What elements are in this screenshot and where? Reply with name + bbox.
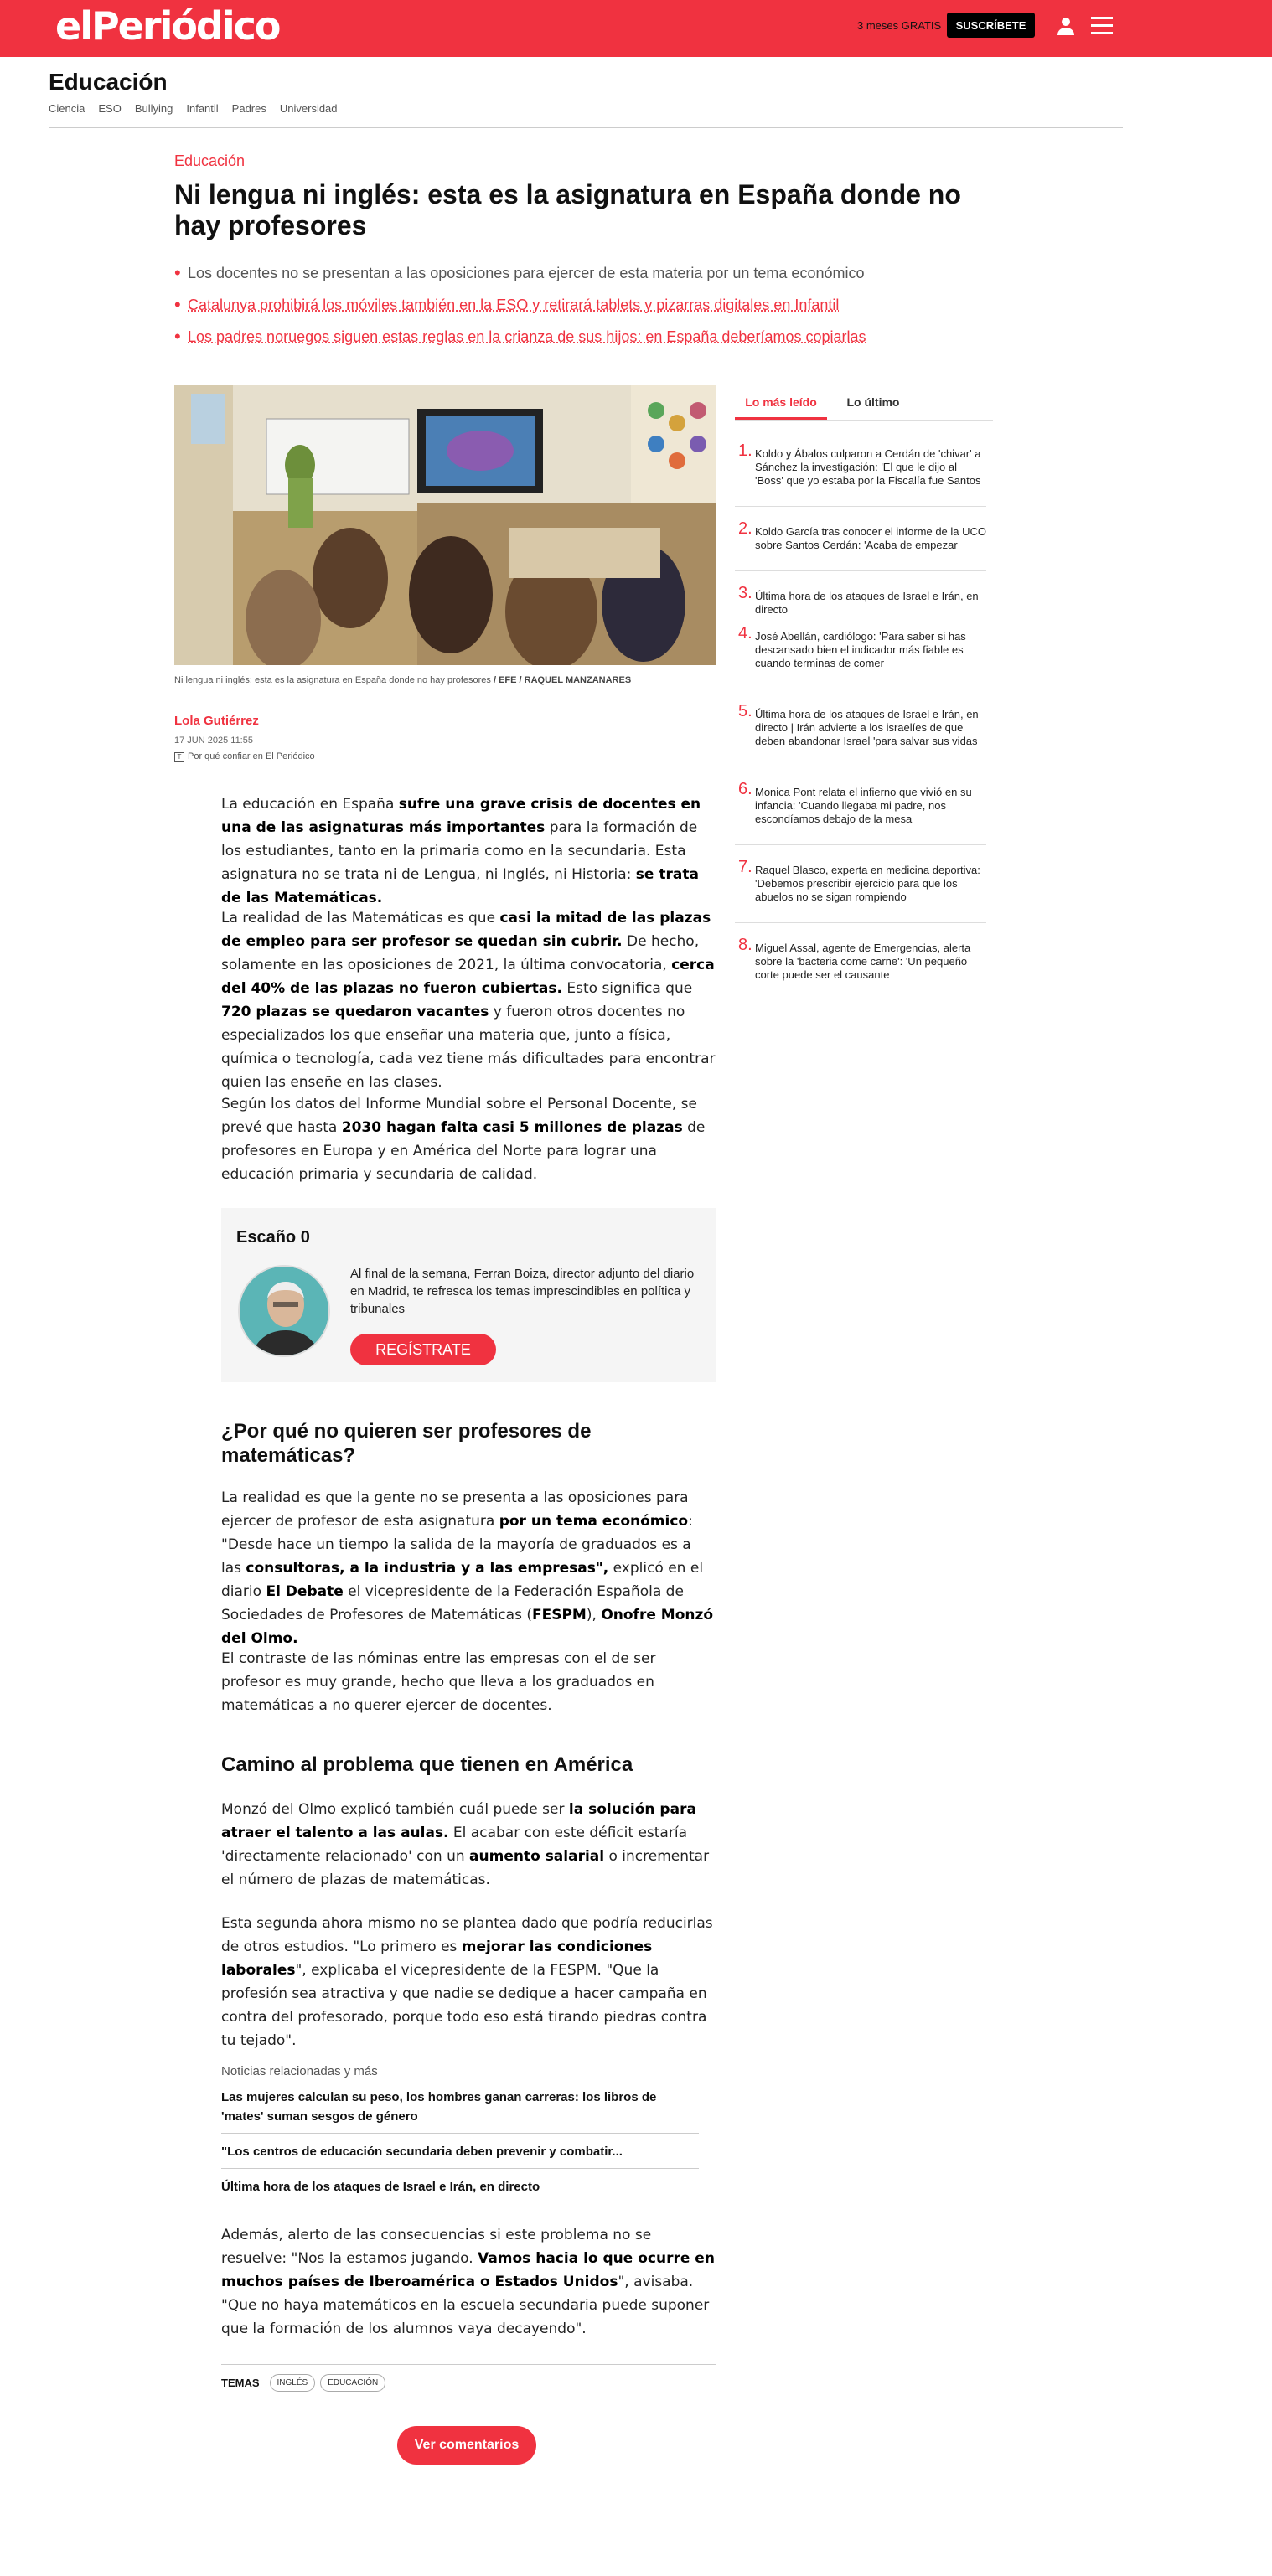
most-read-title[interactable]: Raquel Blasco, experta en medicina deportiva: 'Debemos prescribir ejercicio para que los abuelos no se sigan rompiendo (755, 864, 980, 903)
related-list (221, 2088, 699, 2212)
newsletter-box (221, 1208, 716, 1382)
newsletter-text: Al final de la semana, Ferran Boiza, director adjunto del diario en Madrid, te refresca los temas imprescindibles en política y tribunales (350, 1267, 695, 1316)
paragraph: El contraste de las nóminas entre las empresas con el de ser profesor es muy grande, hecho que lleva a los graduados en matemáticas a no querer ejercer de docentes. (221, 1650, 656, 1714)
topics (221, 2374, 390, 2392)
publish-date: 17 JUN 2025 11:55 (174, 736, 253, 746)
paragraph: Monzó del Olmo explicó también cuál puede ser la solución para atraer el talento a las aulas. El acabar con este déficit estaría 'directamente relacionado' con un aumento salarial o incrementar el número de plazas de matemáticas. (221, 1801, 710, 1888)
topic-tag[interactable]: EDUCACIÓN (320, 2374, 385, 2392)
divider (49, 127, 1123, 128)
view-comments-button[interactable]: Ver comentarios (397, 2426, 536, 2465)
section-nav-item[interactable]: Universidad (279, 102, 338, 115)
article-photo (174, 385, 716, 665)
most-read-list (735, 441, 987, 982)
summary-item: • Los docentes no se presentan a las oposiciones para ejercer de esta materia por un tema económico (174, 263, 912, 283)
section-nav-item[interactable]: Ciencia (49, 102, 85, 115)
related-link[interactable]: Las mujeres calculan su peso, los hombres ganan carreras: los libros de 'mates' suman sesgos de género (221, 2088, 699, 2134)
paragraph: La realidad es que la gente no se presenta a las oposiciones para ejercer de profesor de esta asignatura por un tema económico: "Desde hace un tiempo la salida de la mayoría de graduados es a las consultoras, a la industria y a las empresas", explicó en el diario El Debate el vicepresidente de la Federación Española de Sociedades de Profesores de Matemáticas (FESPM), Onofre Monzó del Olmo. (221, 1489, 714, 1647)
rank-number: 2. (738, 519, 752, 538)
most-read-title[interactable]: Miguel Assal, agente de Emergencias, alerta sobre la 'bacteria come carne': 'Un pequeño corte puede ser el causante (755, 942, 971, 981)
most-read-item[interactable] (735, 858, 986, 904)
paragraph: La educación en España sufre una grave crisis de docentes en una de las asignaturas más importantes para la formación de los estudiantes, tanto en la primaria como en la secundaria. Esta asignatura no se trata ni de Lengua, ni Inglés, ni Historia: se trata de las Matemáticas. (221, 796, 701, 906)
section-nav-item[interactable]: Padres (231, 102, 266, 115)
most-read-title[interactable]: Koldo y Ábalos culparon a Cerdán de 'chivar' a Sánchez la investigación: 'El que le dijo al 'Boss' que yo estaba por la Fiscalía fue Santos (755, 447, 981, 487)
most-read-title[interactable]: Última hora de los ataques de Israel e Irán, en directo | Irán advierte a los israelíes de que deben abandonar Israel 'para salvar sus vidas (755, 708, 979, 747)
paragraph: Además, alerto de las consecuencias si este problema no se resuelve: "Nos la estamos jugando. Vamos hacia lo que ocurre en muchos países de Iberoamérica o Estados Unidos", avisaba. "Que no haya matemáticos en la escuela secundaria puede suponer que la formación de los alumnos vaya decayendo". (221, 2227, 715, 2337)
topics-label: TEMAS (221, 2377, 260, 2389)
most-read-title[interactable]: Koldo García tras conocer el informe de la UCO sobre Santos Cerdán: 'Acaba de empezar (755, 525, 987, 551)
author-name[interactable]: Lola Gutiérrez (174, 714, 259, 728)
tab-latest[interactable]: Lo último (846, 395, 900, 409)
photo-caption: Ni lengua ni inglés: esta es la asignatura en España donde no hay profesores / EFE / RAQUEL MANZANARES (174, 675, 632, 685)
subscribe-button[interactable]: SUSCRÍBETE (947, 13, 1035, 38)
related-link[interactable]: Última hora de los ataques de Israel e Irán, en directo (221, 2180, 540, 2194)
sidebar-tabs (735, 387, 993, 421)
section-title[interactable]: Educación (49, 69, 168, 95)
most-read-item[interactable] (735, 441, 986, 488)
divider (221, 2364, 716, 2365)
rank-number: 7. (738, 858, 752, 876)
summary-link[interactable]: • Los padres noruegos siguen estas reglas en la crianza de sus hijos: en España deberíamos copiarlas (174, 327, 912, 347)
newsletter-title: Escaño 0 (236, 1228, 310, 1247)
trust-icon: T (174, 752, 184, 762)
menu-icon[interactable] (1091, 17, 1113, 35)
rank-number: 4. (738, 624, 752, 643)
summary-link[interactable]: • Catalunya prohibirá los móviles también en la ESO y retirará tablets y pizarras digitales en Infantil (174, 295, 912, 315)
site-logo[interactable]: elPeriódico (55, 3, 280, 49)
tab-most-read[interactable]: Lo más leído (735, 387, 827, 420)
article-title: Ni lengua ni inglés: esta es la asignatura en España donde no hay profesores (174, 179, 961, 240)
section-nav-item[interactable]: Infantil (186, 102, 219, 115)
user-icon[interactable] (1055, 15, 1077, 37)
most-read-title[interactable]: José Abellán, cardiólogo: 'Para saber si has descansado bien el indicador más fiable es cuando terminas de comer (755, 630, 966, 669)
most-read-title[interactable]: Última hora de los ataques de Israel e Irán, en directo (755, 590, 979, 616)
avatar (238, 1265, 330, 1357)
top-bar (0, 0, 1272, 57)
promo-text[interactable]: 3 meses GRATIS (857, 19, 942, 32)
divider (735, 844, 986, 845)
trust-link[interactable]: T Por qué confiar en El Periódico (174, 751, 315, 762)
article-kicker[interactable]: Educación (174, 152, 246, 169)
divider (735, 506, 986, 507)
register-button[interactable]: REGÍSTRATE (350, 1334, 496, 1365)
paragraph: La realidad de las Matemáticas es que casi la mitad de las plazas de empleo para ser profesor se quedan sin cubrir. De hecho, solamente en las oposiciones de 2021, la última convocatoria, cerca del 40% de las plazas no fueron cubiertas. Esto significa que 720 plazas se quedaron vacantes y fueron otros docentes no especializados los que enseñar una materia que, junto a física, química o tecnología, cada vez tiene más dificultades para encontrar quien las enseñe en las clases. (221, 910, 716, 1091)
divider (735, 570, 986, 571)
paragraph: Esta segunda ahora mismo no se plantea dado que podría reducirlas de otros estudios. "Lo primero es mejorar las condiciones laborales", explicaba el vicepresidente de la FESPM. "Que la profesión sea atractiva y que nadie se dedique a hacer campaña en contra del profesorado, porque todo eso está tirando piedras contra tu tejado". (221, 1915, 713, 2049)
topic-tag[interactable]: INGLÉS (270, 2374, 316, 2392)
rank-number: 8. (738, 936, 752, 954)
most-read-item[interactable] (735, 780, 986, 826)
section-nav (49, 102, 351, 115)
section-nav-item[interactable]: Bullying (134, 102, 173, 115)
most-read-item[interactable] (735, 519, 987, 552)
divider (735, 922, 986, 923)
section-nav-item[interactable]: ESO (98, 102, 122, 115)
paragraph: Según los datos del Informe Mundial sobre el Personal Docente, se prevé que hasta 2030 hagan falta casi 5 millones de plazas de profesores en Europa y en América del Norte para lograr una educación primaria y secundaria de calidad. (221, 1096, 706, 1183)
most-read-item[interactable] (735, 584, 986, 617)
related-link[interactable]: "Los centros de educación secundaria deben prevenir y combatir... (221, 2142, 699, 2169)
related-heading: Noticias relacionadas y más (221, 2064, 378, 2078)
rank-number: 1. (738, 441, 752, 460)
subheading: ¿Por qué no quieren ser profesores de matemáticas? (221, 1420, 592, 1467)
subheading: Camino al problema que tienen en América (221, 1753, 633, 1776)
rank-number: 3. (738, 584, 752, 602)
most-read-item[interactable] (735, 702, 986, 748)
most-read-item[interactable] (735, 936, 986, 982)
article-summary (174, 263, 912, 359)
rank-number: 5. (738, 702, 752, 720)
most-read-title[interactable]: Monica Pont relata el infierno que vivió en su infancia: 'Cuando llegaba mi padre, nos escondíamos debajo de la mesa (755, 786, 972, 825)
most-read-item[interactable] (735, 624, 986, 670)
rank-number: 6. (738, 780, 752, 798)
